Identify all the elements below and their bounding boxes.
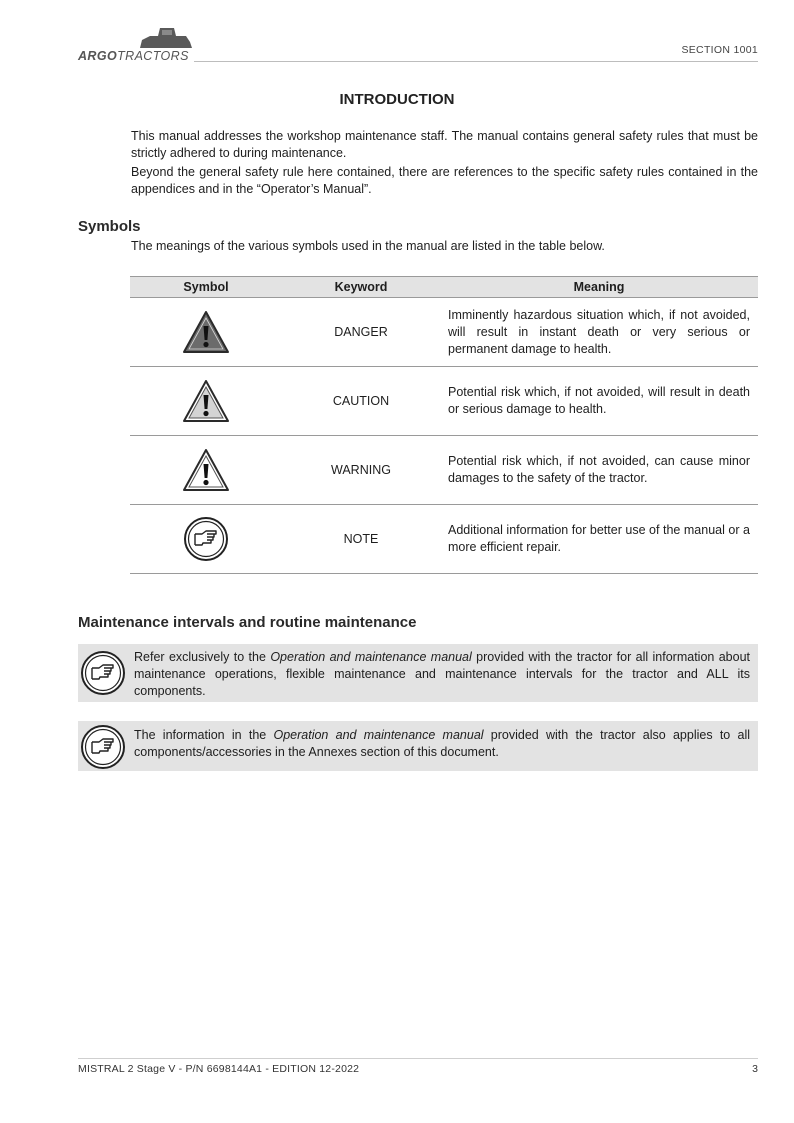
logo-bold-text: ARGO — [78, 49, 118, 63]
intro-paragraph-2: Beyond the general safety rule here contained, there are references to the specific safety rules contained in the appendices and in the “Operator’s Manual”. — [131, 165, 758, 196]
intro-paragraph-1: This manual addresses the workshop maintenance staff. The manual contains general safety rules that must be strictly adhered to during maintenance. — [131, 129, 758, 160]
note-text — [134, 649, 750, 700]
note-text-part: provided with the tractor also applies to all components/accessories in the Annexes section of this document. — [134, 728, 750, 759]
keyword-cell: DANGER — [282, 298, 440, 367]
keyword-cell: WARNING — [282, 436, 440, 505]
manual-title-emphasis: Operation and maintenance manual — [273, 728, 484, 742]
danger-triangle-icon — [182, 310, 230, 354]
page-number: 3 — [752, 1063, 758, 1075]
column-header-symbol: Symbol — [130, 277, 282, 298]
keyword-cell: CAUTION — [282, 367, 440, 436]
page-title: INTRODUCTION — [339, 91, 455, 108]
meaning-cell: Imminently hazardous situation which, if not avoided, will result in instant death or very serious or permanent damage to health. — [440, 298, 758, 367]
symbol-cell — [130, 367, 282, 436]
symbol-cell — [130, 298, 282, 367]
footer-rule — [78, 1058, 758, 1059]
footer-document-info: MISTRAL 2 Stage V - P/N 6698144A1 - EDITION 12-2022 — [78, 1063, 360, 1075]
manual-title-emphasis: Operation and maintenance manual — [270, 650, 472, 664]
note-text-part: provided with the tractor for all information about maintenance operations, flexible maintenance and maintenance intervals for the tractor and ALL its components. — [134, 650, 751, 698]
symbols-table — [130, 276, 758, 574]
note-text-part: Refer exclusively to the — [134, 650, 271, 664]
note-hand-icon — [183, 516, 229, 562]
header-rule — [194, 61, 758, 62]
warning-triangle-icon — [182, 448, 230, 492]
column-header-meaning: Meaning — [440, 277, 758, 298]
symbols-intro: The meanings of the various symbols used in the manual are listed in the table below. — [131, 239, 605, 253]
section-label: SECTION 1001 — [681, 44, 758, 56]
caution-triangle-icon — [182, 379, 230, 423]
symbol-cell — [130, 505, 282, 574]
note-hand-icon — [80, 650, 126, 696]
note-hand-icon — [80, 724, 126, 770]
note-text — [134, 727, 750, 761]
table-row — [130, 298, 758, 367]
maintenance-heading: Maintenance intervals and routine maintenance — [78, 614, 417, 631]
symbols-heading: Symbols — [78, 218, 141, 235]
note-text-part: The information in the — [134, 728, 274, 742]
logo-wordmark — [78, 49, 189, 63]
page-header — [78, 22, 758, 62]
meaning-cell: Additional information for better use of the manual or a more efficient repair. — [440, 505, 758, 574]
table-row — [130, 505, 758, 574]
column-header-keyword: Keyword — [282, 277, 440, 298]
keyword-cell: NOTE — [282, 505, 440, 574]
meaning-cell: Potential risk which, if not avoided, will result in death or serious damage to health. — [440, 367, 758, 436]
logo-light-text: TRACTORS — [117, 49, 189, 63]
meaning-cell: Potential risk which, if not avoided, can cause minor damages to the safety of the tractor. — [440, 436, 758, 505]
note-box — [78, 721, 758, 771]
argo-tractors-logo — [78, 22, 198, 62]
note-box — [78, 644, 758, 702]
table-header-row — [130, 277, 758, 298]
symbol-cell — [130, 436, 282, 505]
table-row — [130, 367, 758, 436]
table-row — [130, 436, 758, 505]
tractor-logo-icon — [136, 24, 196, 50]
